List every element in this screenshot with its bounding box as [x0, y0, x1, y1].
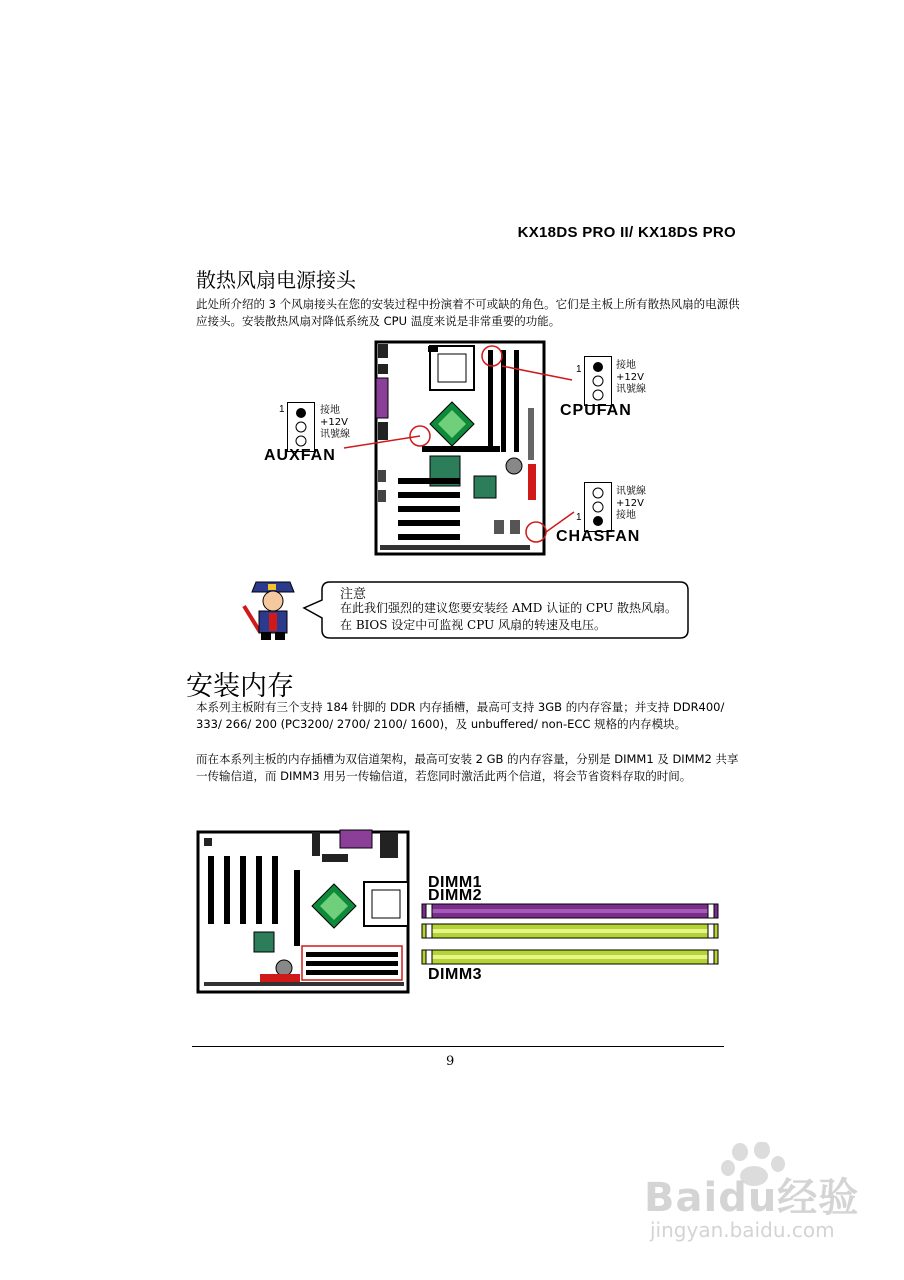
cpufan-pin-1: 接地	[616, 360, 636, 371]
memory-section-title: 安装内存	[186, 671, 294, 702]
auxfan-connector	[287, 402, 315, 452]
dimm-slots-illustration	[420, 900, 720, 970]
watermark-url: jingyan.baidu.com	[650, 1218, 835, 1242]
chasfan-pin-3: 接地	[616, 510, 636, 521]
footer-divider	[192, 1046, 724, 1047]
chasfan-pin1-label: 1	[576, 512, 582, 523]
cpufan-label: CPUFAN	[560, 402, 632, 419]
motherboard-memory-diagram	[194, 828, 414, 996]
watermark-brand: Baidu经验	[644, 1175, 860, 1221]
chasfan-pin-1: 讯號線	[616, 486, 646, 497]
cpufan-connector	[584, 356, 612, 406]
memory-paragraph-2: 而在本系列主板的内存插槽为双信道架构，最高可安装 2 GB 的内存容量，分别是 DIMM1 及 DIMM2 共享一传输信道，而 DIMM3 用另一传输信道，若您同时激活此两个信道，将会节省资料存取的时间。	[196, 752, 739, 783]
page-number: 9	[446, 1054, 455, 1069]
chasfan-label: CHASFAN	[556, 528, 641, 545]
auxfan-pin-2: +12V	[320, 417, 348, 428]
header-model-title: KX18DS PRO II/ KX18DS PRO	[517, 224, 736, 241]
fan-leader-lines	[340, 360, 580, 560]
chasfan-connector	[584, 482, 612, 532]
cpufan-pin-labels	[616, 360, 646, 396]
cpufan-pin1-label: 1	[576, 364, 582, 375]
auxfan-pin-3: 讯號線	[320, 429, 350, 440]
cpufan-pin-2: +12V	[616, 372, 644, 383]
auxfan-pin1-label: 1	[279, 404, 285, 415]
cpufan-pin-3: 讯號線	[616, 384, 646, 395]
fan-section-title: 散热风扇电源接头	[196, 268, 356, 292]
chasfan-pin-2: +12V	[616, 498, 644, 509]
note-text: 在此我们强烈的建议您要安装经 AMD 认证的 CPU 散热风扇。在 BIOS 设定中可监视 CPU 风扇的转速及电压。	[340, 601, 677, 632]
dimm2-label: DIMM2	[428, 887, 483, 904]
auxfan-label: AUXFAN	[264, 447, 336, 464]
dimm3-label: DIMM3	[428, 966, 483, 983]
auxfan-pin-1: 接地	[320, 405, 340, 416]
dimm1-label: DIMM1	[428, 874, 483, 891]
note-title: 注意	[340, 587, 367, 602]
auxfan-pin-labels	[320, 405, 350, 441]
fan-section-paragraph: 此处所介绍的 3 个风扇接头在您的安装过程中扮演着不可或缺的角色。它们是主板上所有散热风扇的电源供应接头。安装散热风扇对降低系统及 CPU 温度来说是非常重要的功能。	[196, 297, 740, 328]
memory-paragraph-1: 本系列主板附有三个支持 184 针脚的 DDR 内存插槽，最高可支持 3GB 的内存容量；并支持 DDR400/ 333/ 266/ 200 (PC3200/ 2700/ 2100/ 1600)，及 unbuffered/ non-ECC 规格的内存模块。	[196, 700, 725, 731]
chasfan-pin-labels	[616, 486, 646, 522]
police-mascot-icon	[238, 572, 308, 642]
